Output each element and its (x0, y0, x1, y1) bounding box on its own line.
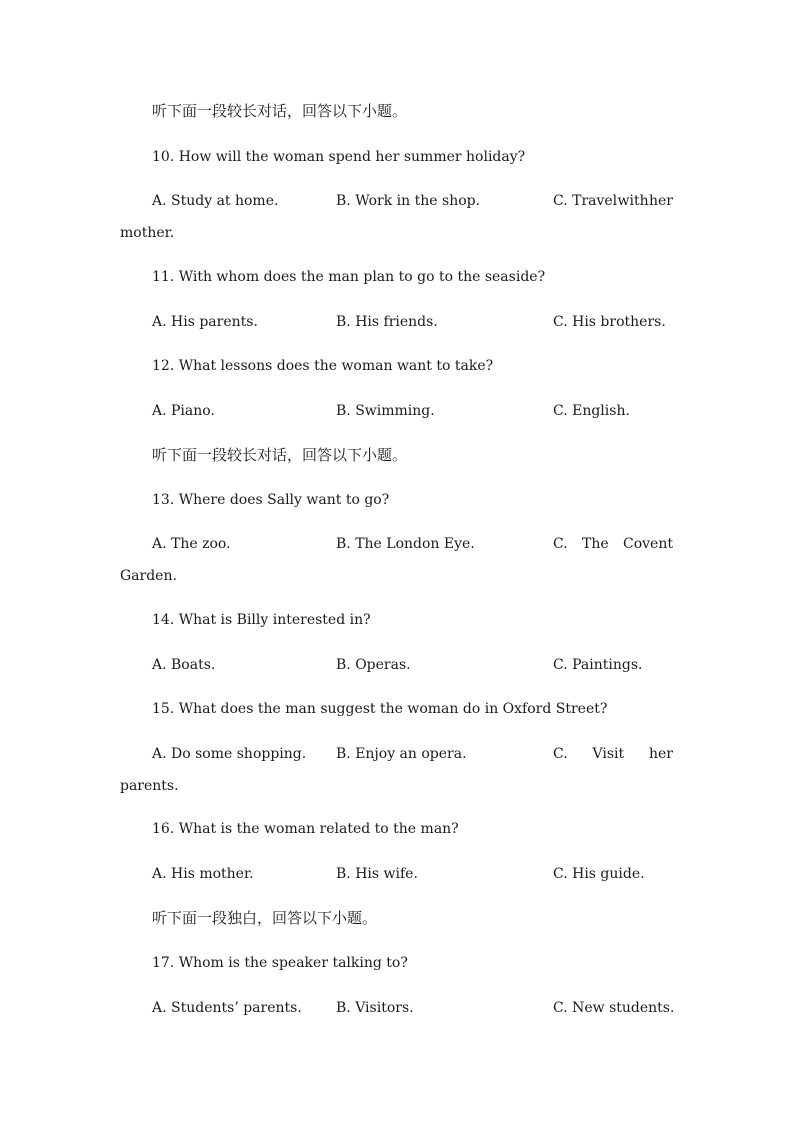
question-stem: 11. With whom does the man plan to go to the seaside? (152, 269, 546, 285)
option-c-word: The (582, 536, 609, 552)
option-b: B. Work in the shop. (336, 193, 481, 209)
section-instruction: 听下面一段独白，回答以下小题。 (152, 909, 378, 927)
option-b: B. Enjoy an opera. (336, 746, 467, 762)
option-c-word: her (649, 746, 673, 762)
option-c-word: C. (553, 746, 568, 762)
option-c-word: Covent (623, 536, 673, 552)
option-a: A. His mother. (152, 866, 254, 882)
option-c: C. English. (553, 403, 630, 419)
option-a: A. Students’ parents. (152, 1000, 302, 1016)
option-a: A. The zoo. (152, 536, 231, 552)
section-instruction: 听下面一段较长对话，回答以下小题。 (152, 446, 408, 464)
option-a: A. Study at home. (152, 193, 279, 209)
question-stem: 14. What is Billy interested in? (152, 612, 371, 628)
option-c-word: her (649, 193, 673, 209)
option-b: B. Visitors. (336, 1000, 414, 1016)
section-instruction: 听下面一段较长对话，回答以下小题。 (152, 102, 408, 120)
question-stem: 12. What lessons does the woman want to take? (152, 358, 494, 374)
option-c (553, 192, 673, 210)
option-b: B. The London Eye. (336, 536, 475, 552)
question-stem: 15. What does the man suggest the woman do in Oxford Street? (152, 701, 608, 717)
option-b: B. Swimming. (336, 403, 435, 419)
option-c (553, 745, 673, 763)
option-a: A. Piano. (152, 403, 215, 419)
option-b: B. Operas. (336, 657, 411, 673)
option-c (553, 535, 673, 553)
option-c: C. New students. (553, 1000, 675, 1016)
option-b: B. His friends. (336, 314, 438, 330)
option-c: C. Paintings. (553, 657, 643, 673)
option-a: A. Do some shopping. (152, 746, 307, 762)
option-c-continuation: parents. (120, 778, 179, 794)
option-c-word: with (617, 193, 649, 209)
question-stem: 13. Where does Sally want to go? (152, 492, 390, 508)
option-c: C. His brothers. (553, 314, 666, 330)
option-a: A. His parents. (152, 314, 258, 330)
option-a: A. Boats. (152, 657, 216, 673)
question-stem: 17. Whom is the speaker talking to? (152, 955, 408, 971)
option-c-continuation: Garden. (120, 568, 177, 584)
option-c-word: C. Travel (553, 193, 618, 209)
option-c-continuation: mother. (120, 225, 175, 241)
option-c: C. His guide. (553, 866, 645, 882)
option-b: B. His wife. (336, 866, 418, 882)
option-c-word: Visit (592, 746, 625, 762)
option-c-word: C. (553, 536, 568, 552)
question-stem: 10. How will the woman spend her summer holiday? (152, 149, 526, 165)
question-stem: 16. What is the woman related to the man? (152, 821, 459, 837)
